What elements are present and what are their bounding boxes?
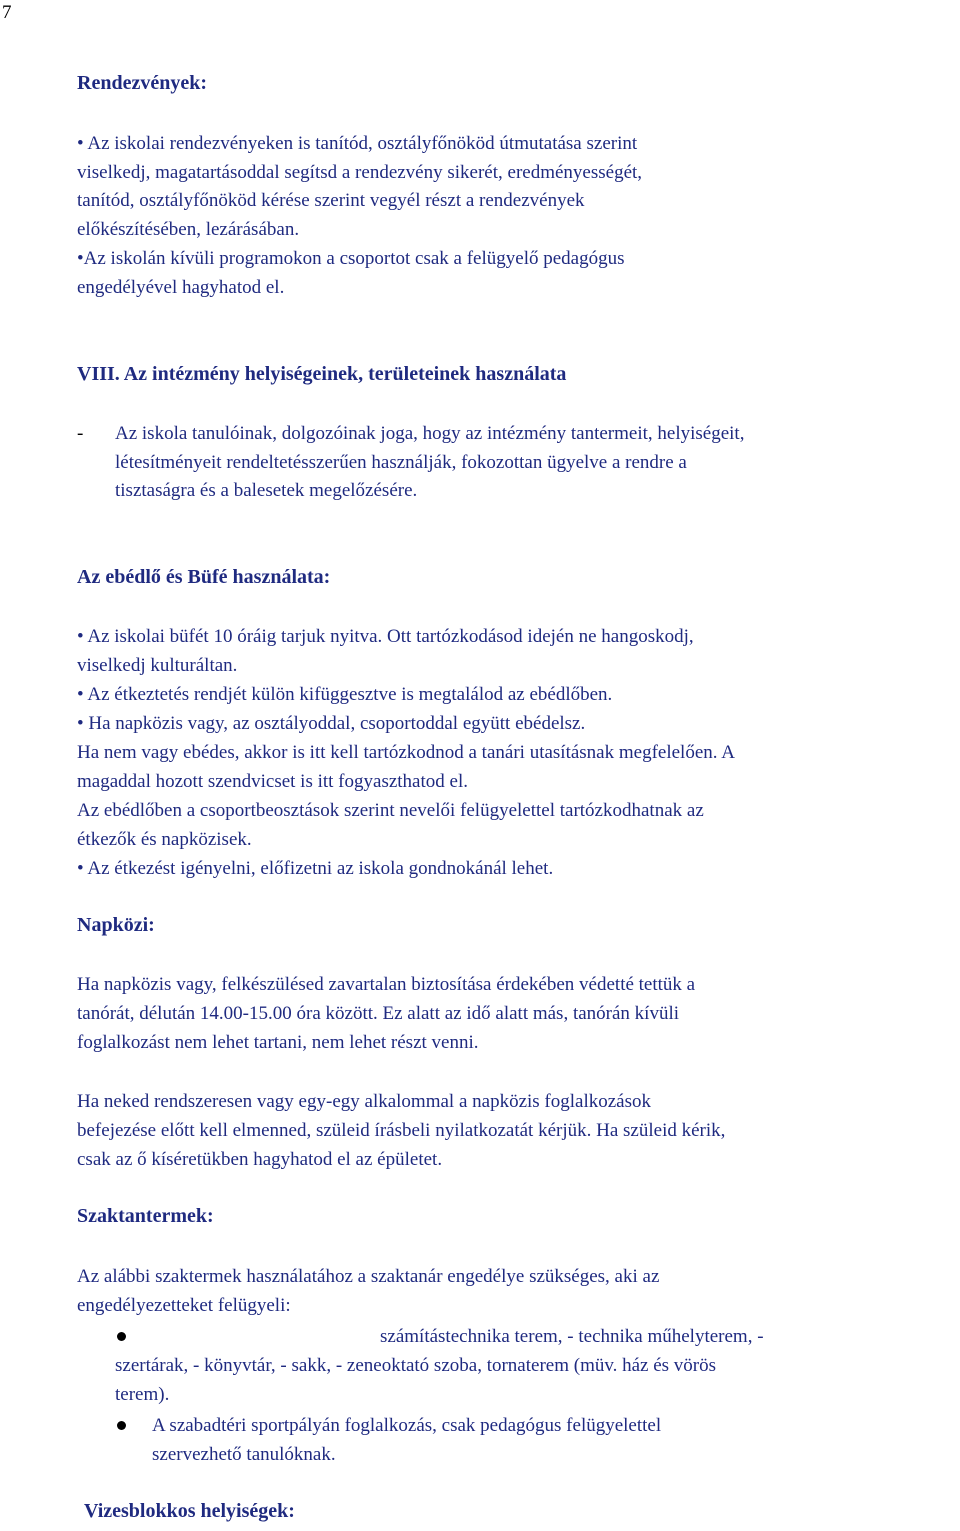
paragraph-line: • Ha napközis vagy, az osztályoddal, csoportoddal együtt ebédelsz. (77, 713, 586, 734)
paragraph-line: létesítményeit rendeltetésszerűen használják, fokozottan ügyelve a rendre a (115, 452, 687, 473)
paragraph-line: szervezhető tanulóknak. (152, 1444, 336, 1465)
paragraph-line: étkezők és napközisek. (77, 829, 252, 850)
paragraph-line: Az alábbi szaktermek használatához a szaktanár engedélye szükséges, aki az (77, 1266, 660, 1287)
paragraph-line: Ha neked rendszeresen vagy egy-egy alkalommal a napközis foglalkozások (77, 1091, 651, 1112)
paragraph-line: számítástechnika terem, - technika műhelyterem, - (380, 1326, 764, 1347)
paragraph-line: A szabadtéri sportpályán foglalkozás, csak pedagógus felügyelettel (152, 1415, 662, 1436)
paragraph-line: •Az iskolán kívüli programokon a csoportot csak a felügyelő pedagógus (77, 248, 625, 269)
bullet-icon (117, 1421, 126, 1430)
bullet-icon (117, 1332, 126, 1341)
paragraph-line: • Az iskolai büfét 10 óráig tarjuk nyitva. Ott tartózkodásod idején ne hangoskodj, (77, 626, 694, 647)
paragraph-line: viselkedj, magatartásoddal segítsd a rendezvény sikerét, eredményességét, (77, 162, 643, 183)
heading-rendezvenyek: Rendezvények: (77, 72, 207, 94)
paragraph-line: Ha nem vagy ebédes, akkor is itt kell tartózkodnod a tanári utasításnak megfelelően. A (77, 742, 735, 763)
page-number: 7 (2, 2, 12, 23)
paragraph-line: • Az étkeztetés rendjét külön kifüggesztve is megtalálod az ebédlőben. (77, 684, 613, 705)
paragraph-line: • Az iskolai rendezvényeken is tanítód, osztályfőnököd útmutatása szerint (77, 133, 638, 154)
heading-vizesblokk: Vizesblokkos helyiségek: (84, 1500, 295, 1522)
paragraph-line: tanítód, osztályfőnököd kérése szerint vegyél részt a rendezvények (77, 190, 585, 211)
paragraph-line: tanórát, délután 14.00-15.00 óra között. Ez alatt az idő alatt más, tanórán kívüli (77, 1003, 680, 1024)
paragraph-line: engedélyezetteket felügyeli: (77, 1295, 291, 1316)
heading-szaktantermek: Szaktantermek: (77, 1205, 214, 1227)
dash-marker: - (77, 423, 84, 444)
paragraph-line: tisztaságra és a balesetek megelőzésére. (115, 480, 418, 501)
paragraph-line: • Az étkezést igényelni, előfizetni az iskola gondnokánál lehet. (77, 858, 554, 879)
paragraph-line: foglalkozást nem lehet tartani, nem lehet részt venni. (77, 1032, 479, 1053)
paragraph-line: befejezése előtt kell elmenned, szüleid írásbeli nyilatkozatát kérjük. Ha szüleid kérik, (77, 1120, 726, 1141)
paragraph-line: előkészítésében, lezárásában. (77, 219, 300, 240)
paragraph-line: magaddal hozott szendvicset is itt fogyaszthatod el. (77, 771, 468, 792)
paragraph-line: csak az ő kíséretükben hagyhatod el az épületet. (77, 1149, 443, 1170)
paragraph-line: Ha napközis vagy, felkészülésed zavartalan biztosítása érdekében védetté tettük a (77, 974, 696, 995)
paragraph-line: terem). (115, 1384, 170, 1405)
paragraph-line: szertárak, - könyvtár, - sakk, - zeneoktató szoba, tornaterem (müv. ház és vörös (115, 1355, 717, 1376)
heading-section-viii: VIII. Az intézmény helyiségeinek, területeinek használata (77, 363, 567, 385)
heading-ebedlo: Az ebédlő és Büfé használata: (77, 566, 331, 588)
paragraph-line: engedélyével hagyhatod el. (77, 277, 285, 298)
paragraph-line: Az iskola tanulóinak, dolgozóinak joga, hogy az intézmény tantermeit, helyiségeit, (115, 423, 745, 444)
heading-napkozi: Napközi: (77, 914, 155, 936)
paragraph-line: viselkedj kulturáltan. (77, 655, 238, 676)
paragraph-line: Az ebédlőben a csoportbeosztások szerint nevelői felügyelettel tartózkodhatnak az (77, 800, 704, 821)
